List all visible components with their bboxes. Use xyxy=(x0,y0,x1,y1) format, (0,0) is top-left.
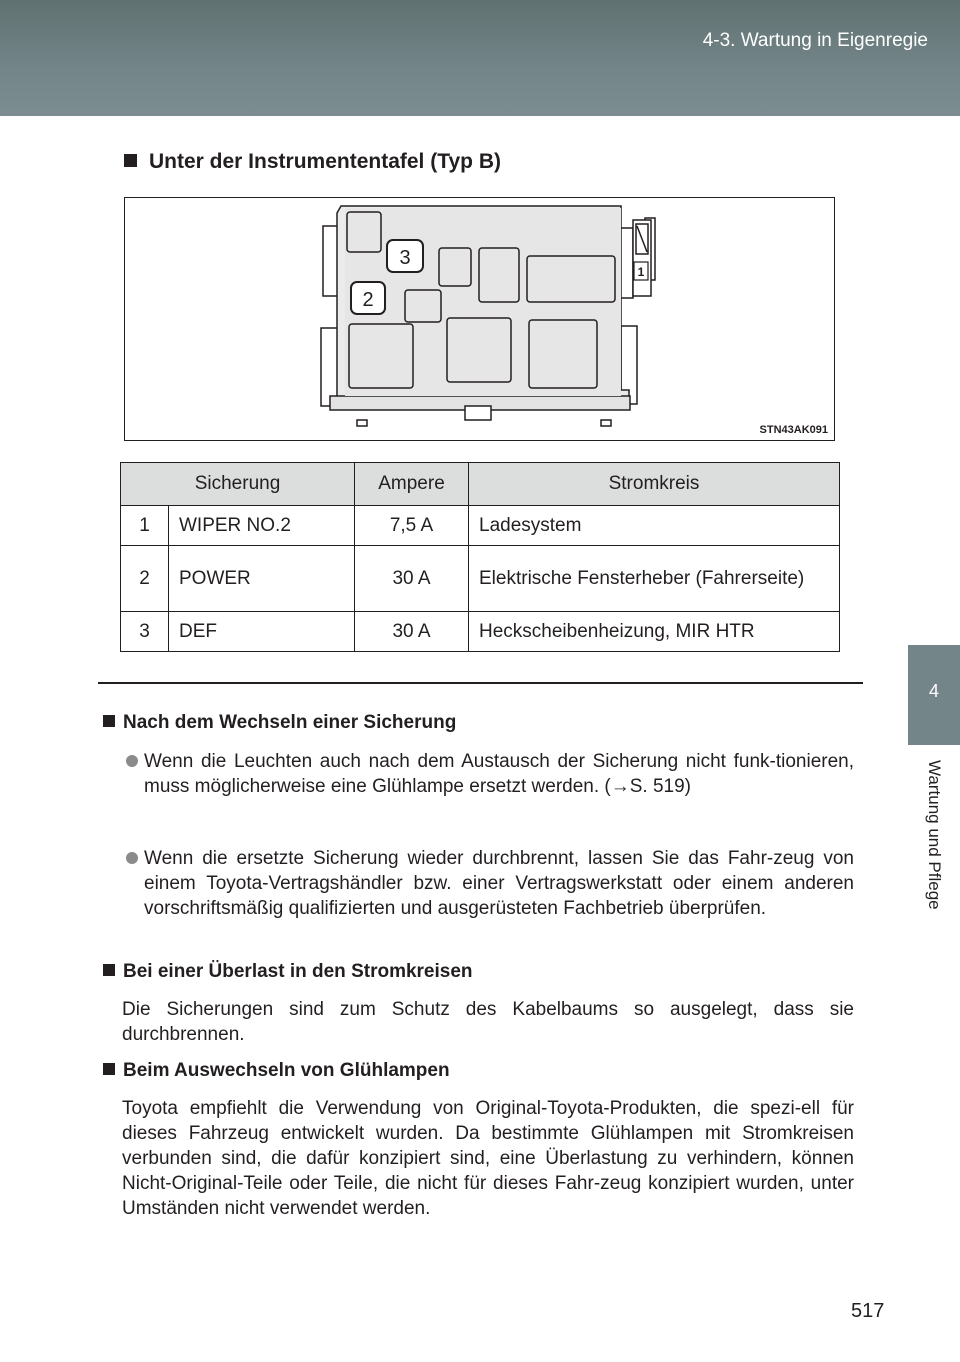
page-number: 517 xyxy=(851,1300,885,1322)
col-header-sicherung: Sicherung xyxy=(121,463,355,506)
cell-number: 1 xyxy=(121,506,169,546)
col-header-ampere: Ampere xyxy=(355,463,469,506)
cell-fuse-name: WIPER NO.2 xyxy=(169,506,355,546)
cell-circuit: Heckscheibenheizung, MIR HTR xyxy=(469,612,840,652)
cell-circuit: Elektrische Fensterheber (Fahrerseite) xyxy=(469,546,840,612)
fuse-box-diagram xyxy=(125,198,833,438)
col-header-stromkreis: Stromkreis xyxy=(469,463,840,506)
table-header-row xyxy=(121,463,840,506)
chapter-label: Wartung und Pflege xyxy=(925,760,944,910)
square-bullet-icon xyxy=(103,1063,115,1075)
callout-3: 3 xyxy=(399,247,411,269)
note-heading-1 xyxy=(103,712,456,734)
note-title: Bei einer Überlast in den Stromkreisen xyxy=(123,961,473,982)
square-bullet-icon xyxy=(103,715,115,727)
square-bullet-icon xyxy=(103,964,115,976)
square-bullet-icon xyxy=(124,154,137,167)
note-title: Nach dem Wechseln einer Sicherung xyxy=(123,712,457,733)
section-title: 4-3. Wartung in Eigenregie xyxy=(702,30,928,51)
bullet-item xyxy=(124,846,854,921)
figure-code: STN43AK091 xyxy=(759,424,828,436)
cell-fuse-name: POWER xyxy=(169,546,355,612)
divider xyxy=(98,682,863,684)
bullet-dot-icon xyxy=(126,755,138,767)
bullet-text: Wenn die ersetzte Sicherung wieder durchbrennt, lassen Sie das Fahr-zeug von einem Toyota-Vertragshändler bzw. einer Vertragswerkstatt oder einem anderen vorschriftsmäßig qualifizierten und ausgerüsteten Fachbetrieb überprüfen. xyxy=(144,848,854,919)
bullet-dot-icon xyxy=(126,852,138,864)
callout-2: 2 xyxy=(362,289,374,311)
cell-number: 3 xyxy=(121,612,169,652)
cell-circuit: Ladesystem xyxy=(469,506,840,546)
note-paragraph: Die Sicherungen sind zum Schutz des Kabelbaums so ausgelegt, dass sie durchbrennen. xyxy=(122,999,854,1045)
callout-1: 1 xyxy=(637,265,645,279)
heading-text: Unter der Instrumententafel (Typ B) xyxy=(149,150,501,173)
note-paragraph: Toyota empfiehlt die Verwendung von Original-Toyota-Produkten, die spezi-ell für dieses Fahrzeug entwickelt wurden. Da bestimmte Glühlampen mit Stromkreisen verbunden sind, die dafür konzipiert sind, eine Überlastung zu verhindern, können Nicht-Original-Teile oder Teile, die nicht für dieses Fahr-zeug konzipiert wurden, unter Umständen nicht verwendet werden. xyxy=(122,1098,854,1219)
chapter-number: 4 xyxy=(928,681,939,701)
cell-fuse-name: DEF xyxy=(169,612,355,652)
page-header xyxy=(0,0,960,116)
bullet-item xyxy=(124,749,854,799)
fuse-table xyxy=(120,462,840,652)
cell-ampere: 30 A xyxy=(355,546,469,612)
table-row xyxy=(121,506,840,546)
bullet-text: Wenn die Leuchten auch nach dem Austausch der Sicherung nicht funk-tionieren, muss möglicherweise eine Glühlampe ersetzt werden. (→S. 519) xyxy=(144,751,854,797)
section-heading xyxy=(124,150,501,174)
table-row xyxy=(121,612,840,652)
cell-number: 2 xyxy=(121,546,169,612)
cell-ampere: 7,5 A xyxy=(355,506,469,546)
table-row xyxy=(121,546,840,612)
chapter-tab xyxy=(908,645,960,745)
cell-ampere: 30 A xyxy=(355,612,469,652)
side-strip xyxy=(908,116,960,645)
note-heading-2 xyxy=(103,961,473,983)
fuse-box-figure xyxy=(124,197,835,441)
note-heading-3 xyxy=(103,1060,450,1082)
note-title: Beim Auswechseln von Glühlampen xyxy=(123,1060,450,1081)
